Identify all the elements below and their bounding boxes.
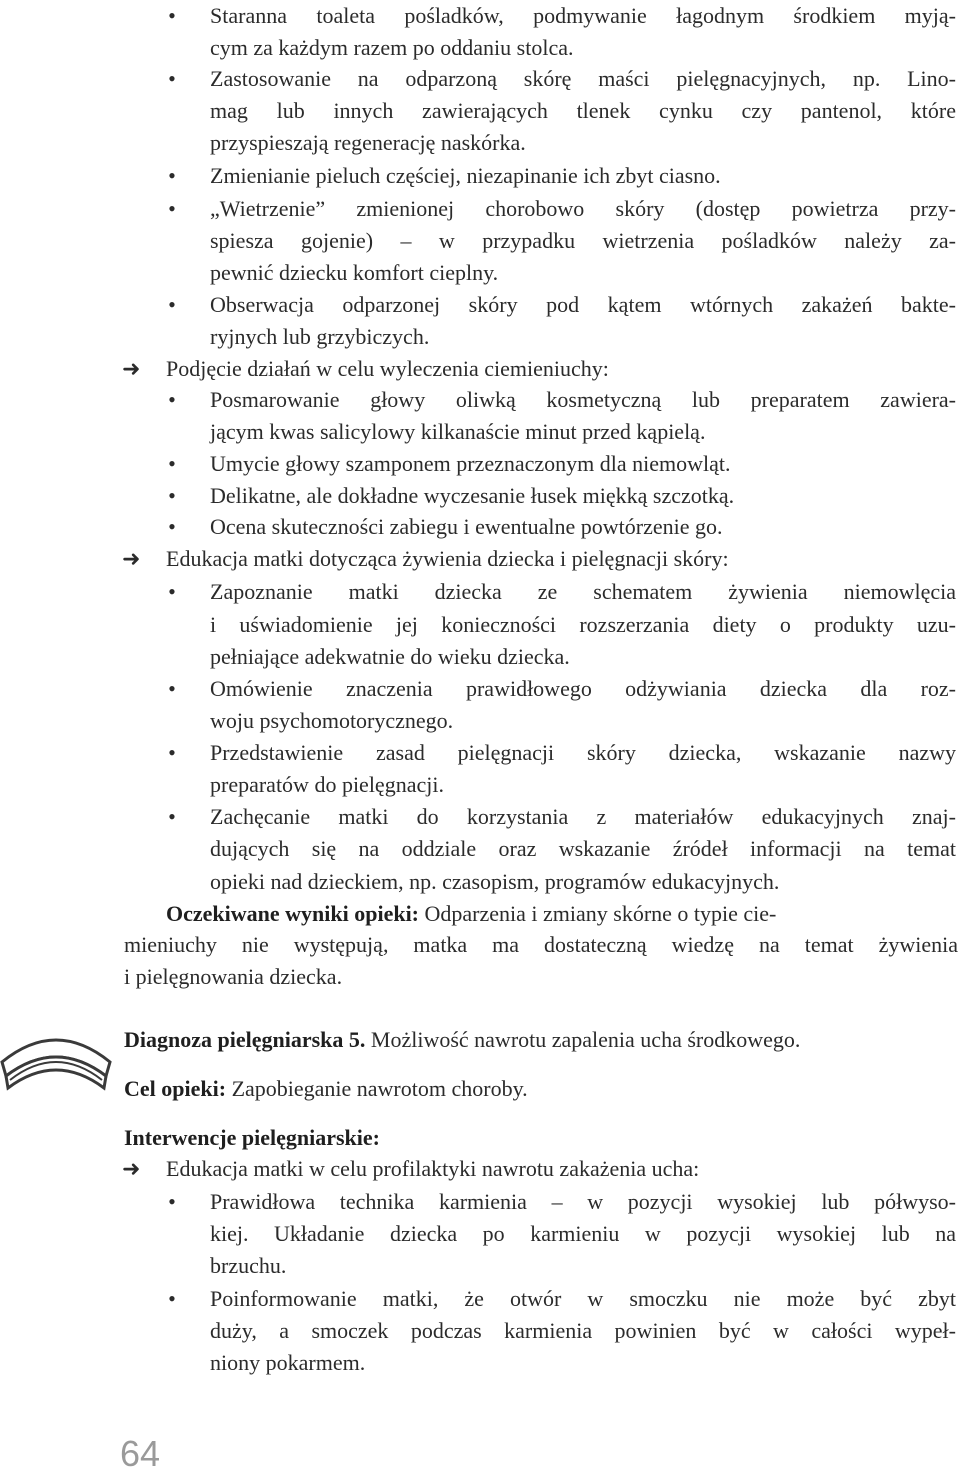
- list-item-line: „Wietrzenie” zmienionej chorobowo skóry (dostęp powietrza przy-: [210, 196, 956, 221]
- interventions-heading-text: Interwencje pielęgniarskie:: [124, 1125, 380, 1150]
- outcomes-first-line: [166, 898, 956, 931]
- arrow-list-item: Edukacja matki dotycząca żywienia dziecka i pielęgnacji skóry:: [166, 546, 729, 571]
- ribbon-banner-icon: [0, 1018, 112, 1094]
- bullet-dot: •: [168, 451, 176, 476]
- bullet-dot: •: [168, 676, 176, 701]
- list-item-line: Zmienianie pieluch częściej, niezapinanie ich zbyt ciasno.: [210, 163, 721, 188]
- bullet-dot: •: [168, 163, 176, 188]
- goal-line: [124, 1073, 528, 1106]
- list-item-line: Poinformowanie matki, że otwór w smoczku nie może być zbyt: [210, 1286, 956, 1311]
- list-item-line: ryjnych lub grzybiczych.: [210, 324, 430, 349]
- interventions-heading: [124, 1122, 380, 1155]
- list-item-line: kiej. Układanie dziecka po karmieniu w pozycji wysokiej lub na: [210, 1221, 956, 1246]
- list-item-line: opieki nad dzieckiem, np. czasopism, programów edukacyjnych.: [210, 869, 780, 894]
- bullet-dot: •: [168, 1189, 176, 1214]
- outcomes-label: Oczekiwane wyniki opieki:: [166, 901, 420, 926]
- bullet-dot: •: [168, 66, 176, 91]
- list-item-line: spiesza gojenie) – w przypadku wietrzenia pośladków należy za-: [210, 228, 956, 253]
- arrow-icon: ➜: [122, 356, 141, 381]
- list-item-line: dujących się na oddziale oraz wskazanie źródeł informacji na temat: [210, 836, 956, 861]
- list-item-line: Delikatne, ale dokładne wyczesanie łusek miękką szczotką.: [210, 483, 735, 508]
- list-item-line: Zastosowanie na odparzoną skórę maści pielęgnacyjnych, np. Lino-: [210, 66, 956, 91]
- bullet-dot: •: [168, 292, 176, 317]
- list-item-line: Obserwacja odparzonej skóry pod kątem wtórnych zakażeń bakte-: [210, 292, 956, 317]
- list-item-line: i uświadomienie jej konieczności rozszerzania diety o produkty uzu-: [210, 612, 956, 637]
- list-item-line: pełniające adekwatnie do wieku dziecka.: [210, 644, 570, 669]
- list-item-line: woju psychomotorycznego.: [210, 708, 454, 733]
- list-item-line: Ocena skuteczności zabiegu i ewentualne powtórzenie go.: [210, 514, 723, 539]
- list-item-line: przyspieszają regenerację naskórka.: [210, 130, 526, 155]
- list-item-line: Przedstawienie zasad pielęgnacji skóry dziecka, wskazanie nazwy: [210, 740, 956, 765]
- arrow-icon: ➜: [122, 1156, 141, 1181]
- page-number: 64: [120, 1433, 161, 1474]
- arrow-icon: ➜: [122, 546, 141, 571]
- list-item-line: Zapoznanie matki dziecka ze schematem żywienia niemowlęcia: [210, 579, 956, 604]
- bullet-dot: •: [168, 3, 176, 28]
- list-item-line: mag lub innych zawierających tlenek cynku czy pantenol, które: [210, 98, 956, 123]
- list-item-line: cym za każdym razem po oddaniu stolca.: [210, 35, 574, 60]
- arrow-list-item: Edukacja matki w celu profilaktyki nawrotu zakażenia ucha:: [166, 1156, 700, 1181]
- diagnosis-text: Możliwość nawrotu zapalenia ucha środkowego.: [365, 1027, 801, 1052]
- bullet-dot: •: [168, 740, 176, 765]
- list-item-line: Zachęcanie matki do korzystania z materiałów edukacyjnych znaj-: [210, 804, 956, 829]
- bullet-dot: •: [168, 804, 176, 829]
- list-item-line: preparatów do pielęgnacji.: [210, 772, 444, 797]
- list-item-line: Staranna toaleta pośladków, podmywanie łagodnym środkiem myją-: [210, 3, 956, 28]
- bullet-dot: •: [168, 387, 176, 412]
- diagnosis-label: Diagnoza pielęgniarska 5.: [124, 1027, 366, 1052]
- goal-text: Zapobieganie nawrotom choroby.: [226, 1076, 528, 1101]
- bullet-dot: •: [168, 514, 176, 539]
- bullet-dot: •: [168, 1286, 176, 1311]
- outcomes-line: mieniuchy nie występują, matka ma dostateczną wiedzę na temat żywienia: [124, 932, 958, 957]
- list-item-line: jącym kwas salicylowy kilkanaście minut przed kąpielą.: [210, 419, 706, 444]
- bullet-dot: •: [168, 483, 176, 508]
- outcomes-line: i pielęgnowania dziecka.: [124, 964, 343, 989]
- diagnosis-line: [124, 1024, 800, 1057]
- list-item-line: brzuchu.: [210, 1253, 287, 1278]
- list-item-line: Posmarowanie głowy oliwką kosmetyczną lub preparatem zawiera-: [210, 387, 956, 412]
- bullet-dot: •: [168, 579, 176, 604]
- list-item-line: Umycie głowy szamponem przeznaczonym dla niemowląt.: [210, 451, 731, 476]
- list-item-line: Prawidłowa technika karmienia – w pozycji wysokiej lub półwyso-: [210, 1189, 956, 1214]
- list-item-line: duży, a smoczek podczas karmienia powinien być w całości wypeł-: [210, 1318, 956, 1343]
- list-item-line: niony pokarmem.: [210, 1350, 366, 1375]
- list-item-line: pewnić dziecku komfort cieplny.: [210, 260, 499, 285]
- goal-label: Cel opieki:: [124, 1076, 227, 1101]
- bullet-dot: •: [168, 196, 176, 221]
- arrow-list-item: Podjęcie działań w celu wyleczenia ciemieniuchy:: [166, 356, 609, 381]
- list-item-line: Omówienie znaczenia prawidłowego odżywiania dziecka dla roz-: [210, 676, 956, 701]
- outcomes-text: Odparzenia i zmiany skórne o typie cie-: [419, 901, 777, 926]
